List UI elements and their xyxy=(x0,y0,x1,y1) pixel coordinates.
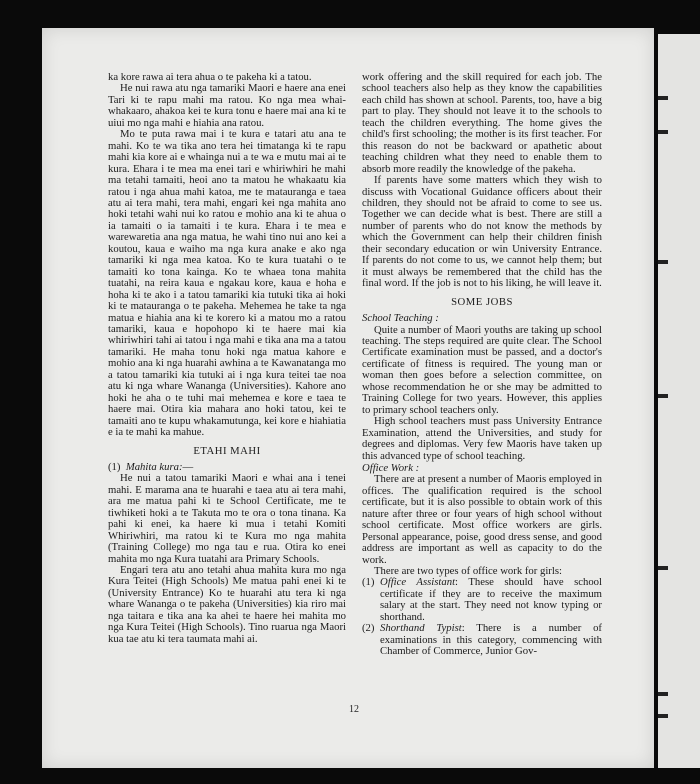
paragraph: He nui a tatou tamariki Maori e whai ana i tenei mahi. E marama ana te huarahi e taea atu ai tera mahi, ara me matua pahi ki te School Certificate, me te tiwhiketi hoki a te Takuta mo te ora o tona tinana. Ka pahi ki enei, ka haere ki mua i tetahi Komiti Whiriwhiri, ma ratou ki te Kura mo nga mahita (Training College) mo nga tau e rua. Otira ko enei mahita mo nga Kura tuatahi ara Primary Schools. xyxy=(108,472,346,565)
binding-tab xyxy=(658,130,668,134)
page-number: 12 xyxy=(349,704,359,715)
binding-tab xyxy=(658,394,668,398)
binding-tab xyxy=(658,566,668,570)
binding-tab xyxy=(658,260,668,264)
adjacent-page-edge xyxy=(658,34,700,768)
list-item xyxy=(362,577,602,623)
item-body: : There is a number of examinations in this category, commencing with Chamber of Commerce, Junior Gov- xyxy=(380,622,602,658)
binding-tab xyxy=(658,692,668,696)
paragraph: Mo te puta rawa mai i te kura e tatari atu ana te mahi. Ko te wa tika ano tera hei timatanga ki te rapu mahi kia kore ai e whainga nui a te wa e mutu mai ai te kura. Ehara i te mea ma enei tari e whiriwhiri he mahi ma tetahi tamaiti, heoi ano ta matou he whakaatu kia ratou i nga ahua mahi katoa, me te matauranga e taea atu ai tera mahi, tera mahi, engari kei nga mahita ano hoki tetahi wahi nui ko ratou e mohio ana ki te ahua o ia tamaiti o ia tamaiti i te kura. Ehara i te mea e warewaretia ana nga matua, he wahi tino nui ano kei a koutou, kaua e waiho ma nga kura anake e ako nga tamariki ki nga mea katoa. Ko te kura tuatahi o te tamaiti ko tona kainga. Ko te whaea tona mahita tuatahi, na reira kaua e ngakau kore, kaua e hoha e hoha ki te ako i a tatou tamariki kia tutuki tika ai hoki ki te matauranga o te pakeha. Mehemea he take ta nga matua e hiahia ana ki te korero ki a matou mo a ratou tamariki, kaua e hopohopo ki te haere mai kia whiriwhiri tahi ai tatou i nga mahi e tika ana ma a tatou tamariki. He maha tonu hoki nga matua kahore e mohio ana ki nga huarahi awhina a te Kawanatanga mo a tatou tamariki kia tutuki ai i nga kura teitei tae noa atu ki nga whare Wananga (Universities). Kahore ano hoki he aha o te tuhi mai mehemea e kore e taea te haere mai. Otira kia mahara ano hoki tatou, kei te tamaiti ano te kupu whakamutunga, kei kore e hiahiatia e ia te mahi ka mahue. xyxy=(108,128,346,439)
section-heading: SOME JOBS xyxy=(451,295,513,308)
paragraph: work offering and the skill required for each job. The school teachers also help as they know the capabilities each child has shown at school. Parents, too, have a big part to play. They should not leave it to the schools to teach the children everything. The home gives the child's first schooling; the mother is its first teacher. For this reason do not be backward or apathetic about teaching children what they need to enable them to absorb more readily the knowledge of the pakeha. xyxy=(362,71,602,175)
item-number: (1) xyxy=(108,460,121,473)
left-column-maori xyxy=(108,72,346,645)
item-title: Mahita kura: xyxy=(125,460,183,473)
subheading: School Teaching : xyxy=(362,312,439,325)
section-heading: ETAHI MAHI xyxy=(193,444,261,457)
item-title: Shorthand Typist xyxy=(380,622,462,635)
paragraph: There are at present a number of Maoris employed in offices. The qualification required is the school certificate, but it is also possible to obtain work of this nature after three or four years of high school without school certificate. Most office workers are girls. Personal appearance, poise, good dress sense, and good address are important as well as capacity to do the work. xyxy=(362,473,602,566)
item-text xyxy=(380,577,602,623)
item-number: (2) xyxy=(362,622,375,635)
paragraph: He nui rawa atu nga tamariki Maori e haere ana enei Tari ki te rapu mahi ma ratou. Ko nga mea whai-whakaaro, ahakoa kei te kura tonu e haere mai ana ki te uiui mo nga mahi e hiahia ana ratou. xyxy=(108,82,346,129)
dash: — xyxy=(182,460,194,473)
item-number: (1) xyxy=(362,576,375,589)
right-column-english xyxy=(362,72,602,658)
paragraph: Engari tera atu ano tetahi ahua mahita kura mo nga Kura Teitei (High Schools) Me matua pahi enei ki te (University Entrance) Ko te huarahi atu tera ki nga whare Wananga o te pakeha (Universities) kia riro mai nga taitara e tika ana ka ahei te haere hei mahita mo nga Kura Teitei (High Schools). Tino ruarua nga Maori kua tae atu ki tera taumata mahi ai. xyxy=(108,564,346,645)
paragraph: There are two types of office work for girls: xyxy=(374,565,562,578)
item-text xyxy=(380,623,602,657)
paragraph: Quite a number of Maori youths are taking up school teaching. The steps required are quite clear. The School Certificate examination must be passed, and a doctor's certificate of fitness is required. The young man or woman then goes before a selection committee, on whose recommendation he or she may be admitted to Training College for two years. However, this applies to primary school teachers only. xyxy=(362,323,602,416)
subheading: Office Work : xyxy=(362,461,420,474)
paragraph: High school teachers must pass University Entrance Examination, attend the Universities, and study for degrees and diplomas. Very few Maoris have taken up this advanced type of school teaching. xyxy=(362,415,602,462)
list-item xyxy=(362,623,602,657)
item-body: : These should have school certificate if they are to receive the maximum salary at the start. They need not know typing or shorthand. xyxy=(380,576,602,623)
paragraph: If parents have some matters which they wish to discuss with Vocational Guidance officers about their children, they should not be afraid to come to see us. Together we can decide what is best. There are still a number of parents who do not know the methods by which the Government can help their children finish their secondary education or win University Entrance. If parents do not come to us, we cannot help them; but it must always be remembered that the child has the final word. If the job is not to his liking, he will leave it. xyxy=(362,174,602,290)
item-title: Office Assistant xyxy=(380,576,456,589)
binding-tab xyxy=(658,96,668,100)
paragraph: ka kore rawa ai tera ahua o te pakeha ki a tatou. xyxy=(108,71,312,83)
binding-tab xyxy=(658,714,668,718)
